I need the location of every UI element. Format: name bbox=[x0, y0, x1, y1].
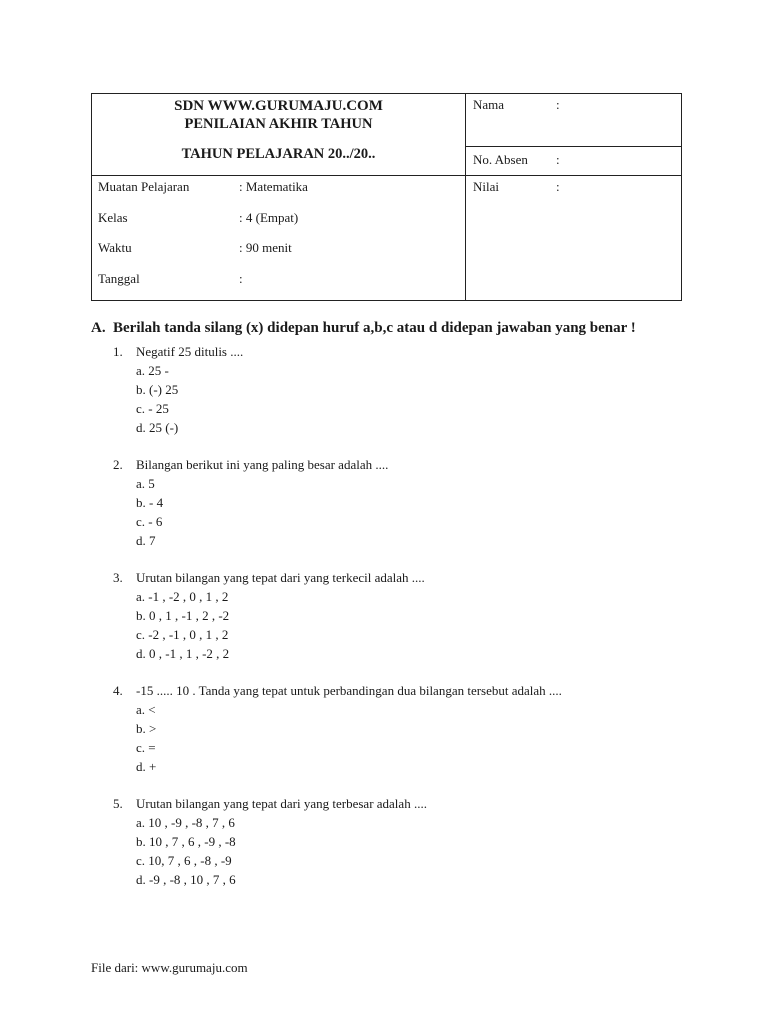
info-label: Tanggal bbox=[98, 270, 140, 286]
question-1 bbox=[113, 342, 691, 437]
nama-label: Nama bbox=[473, 97, 505, 112]
option-c[interactable]: c. - 6 bbox=[136, 514, 163, 529]
option-d[interactable]: d. + bbox=[136, 759, 157, 774]
option-a[interactable]: a. -1 , -2 , 0 , 1 , 2 bbox=[136, 589, 229, 604]
option-d[interactable]: d. 0 , -1 , 1 , -2 , 2 bbox=[136, 646, 230, 661]
assessment-title: PENILAIAN AKHIR TAHUN bbox=[184, 116, 373, 132]
info-label: Muatan Pelajaran bbox=[98, 179, 190, 194]
question-number: 2. bbox=[113, 457, 123, 472]
question-2 bbox=[113, 455, 691, 550]
option-d[interactable]: d. 7 bbox=[136, 533, 156, 548]
option-b[interactable]: b. 0 , 1 , -1 , 2 , -2 bbox=[136, 608, 230, 623]
info-row-class bbox=[92, 209, 465, 240]
absen-cell[interactable] bbox=[466, 147, 682, 176]
school-name: SDN WWW.GURUMAJU.COM bbox=[174, 98, 383, 114]
question-text: Urutan bilangan yang tepat dari yang terkecil adalah .... bbox=[136, 570, 425, 585]
option-a[interactable]: a. < bbox=[136, 702, 156, 717]
option-a[interactable]: a. 10 , -9 , -8 , 7 , 6 bbox=[136, 815, 235, 830]
absen-colon: : bbox=[556, 152, 560, 167]
nama-colon: : bbox=[556, 97, 560, 112]
nilai-cell[interactable] bbox=[466, 176, 682, 301]
question-number: 3. bbox=[113, 570, 123, 585]
section-letter: A. bbox=[91, 320, 106, 336]
info-value: : 4 (Empat) bbox=[239, 209, 299, 225]
question-4 bbox=[113, 681, 691, 776]
info-row-subject bbox=[92, 178, 465, 209]
question-text: Negatif 25 ditulis .... bbox=[136, 344, 244, 359]
info-value: : 90 menit bbox=[239, 240, 292, 255]
option-a[interactable]: a. 25 - bbox=[136, 363, 169, 378]
school-year: TAHUN PELAJARAN 20../20.. bbox=[181, 146, 376, 162]
question-text: Bilangan berikut ini yang paling besar adalah .... bbox=[136, 457, 389, 472]
question-number: 4. bbox=[113, 683, 123, 698]
nilai-label: Nilai bbox=[473, 179, 499, 194]
section-a bbox=[91, 318, 691, 338]
option-b[interactable]: b. > bbox=[136, 721, 157, 736]
nilai-colon: : bbox=[556, 179, 560, 194]
option-c[interactable]: c. = bbox=[136, 740, 156, 755]
question-5 bbox=[113, 794, 691, 889]
info-cell bbox=[92, 176, 466, 301]
question-text: Urutan bilangan yang tepat dari yang terbesar adalah .... bbox=[136, 796, 427, 811]
question-number: 1. bbox=[113, 344, 123, 359]
info-row-time bbox=[92, 239, 465, 270]
info-value: : bbox=[239, 270, 243, 286]
option-b[interactable]: b. (-) 25 bbox=[136, 382, 179, 397]
exam-content bbox=[91, 318, 691, 889]
nama-cell[interactable] bbox=[466, 94, 682, 147]
option-d[interactable]: d. -9 , -8 , 10 , 7 , 6 bbox=[136, 872, 236, 887]
info-label: Waktu bbox=[98, 240, 132, 255]
footer-source: File dari: www.gurumaju.com bbox=[91, 960, 248, 975]
option-c[interactable]: c. 10, 7 , 6 , -8 , -9 bbox=[136, 853, 232, 868]
option-b[interactable]: b. - 4 bbox=[136, 495, 164, 510]
option-a[interactable]: a. 5 bbox=[136, 476, 155, 491]
info-row-date bbox=[92, 270, 465, 301]
option-d[interactable]: d. 25 (-) bbox=[136, 420, 179, 435]
option-b[interactable]: b. 10 , 7 , 6 , -9 , -8 bbox=[136, 834, 236, 849]
absen-label: No. Absen bbox=[473, 152, 528, 167]
info-value: : Matematika bbox=[239, 179, 308, 194]
question-number: 5. bbox=[113, 796, 123, 811]
question-3 bbox=[113, 568, 691, 663]
header-table bbox=[91, 93, 682, 301]
question-text: -15 ..... 10 . Tanda yang tepat untuk perbandingan dua bilangan tersebut adalah .... bbox=[136, 683, 562, 698]
section-instruction: Berilah tanda silang (x) didepan huruf a,b,c atau d didepan jawaban yang benar ! bbox=[113, 320, 636, 336]
info-label: Kelas bbox=[98, 209, 128, 225]
school-header-cell bbox=[92, 94, 466, 176]
option-c[interactable]: c. -2 , -1 , 0 , 1 , 2 bbox=[136, 627, 229, 642]
option-c[interactable]: c. - 25 bbox=[136, 401, 169, 416]
